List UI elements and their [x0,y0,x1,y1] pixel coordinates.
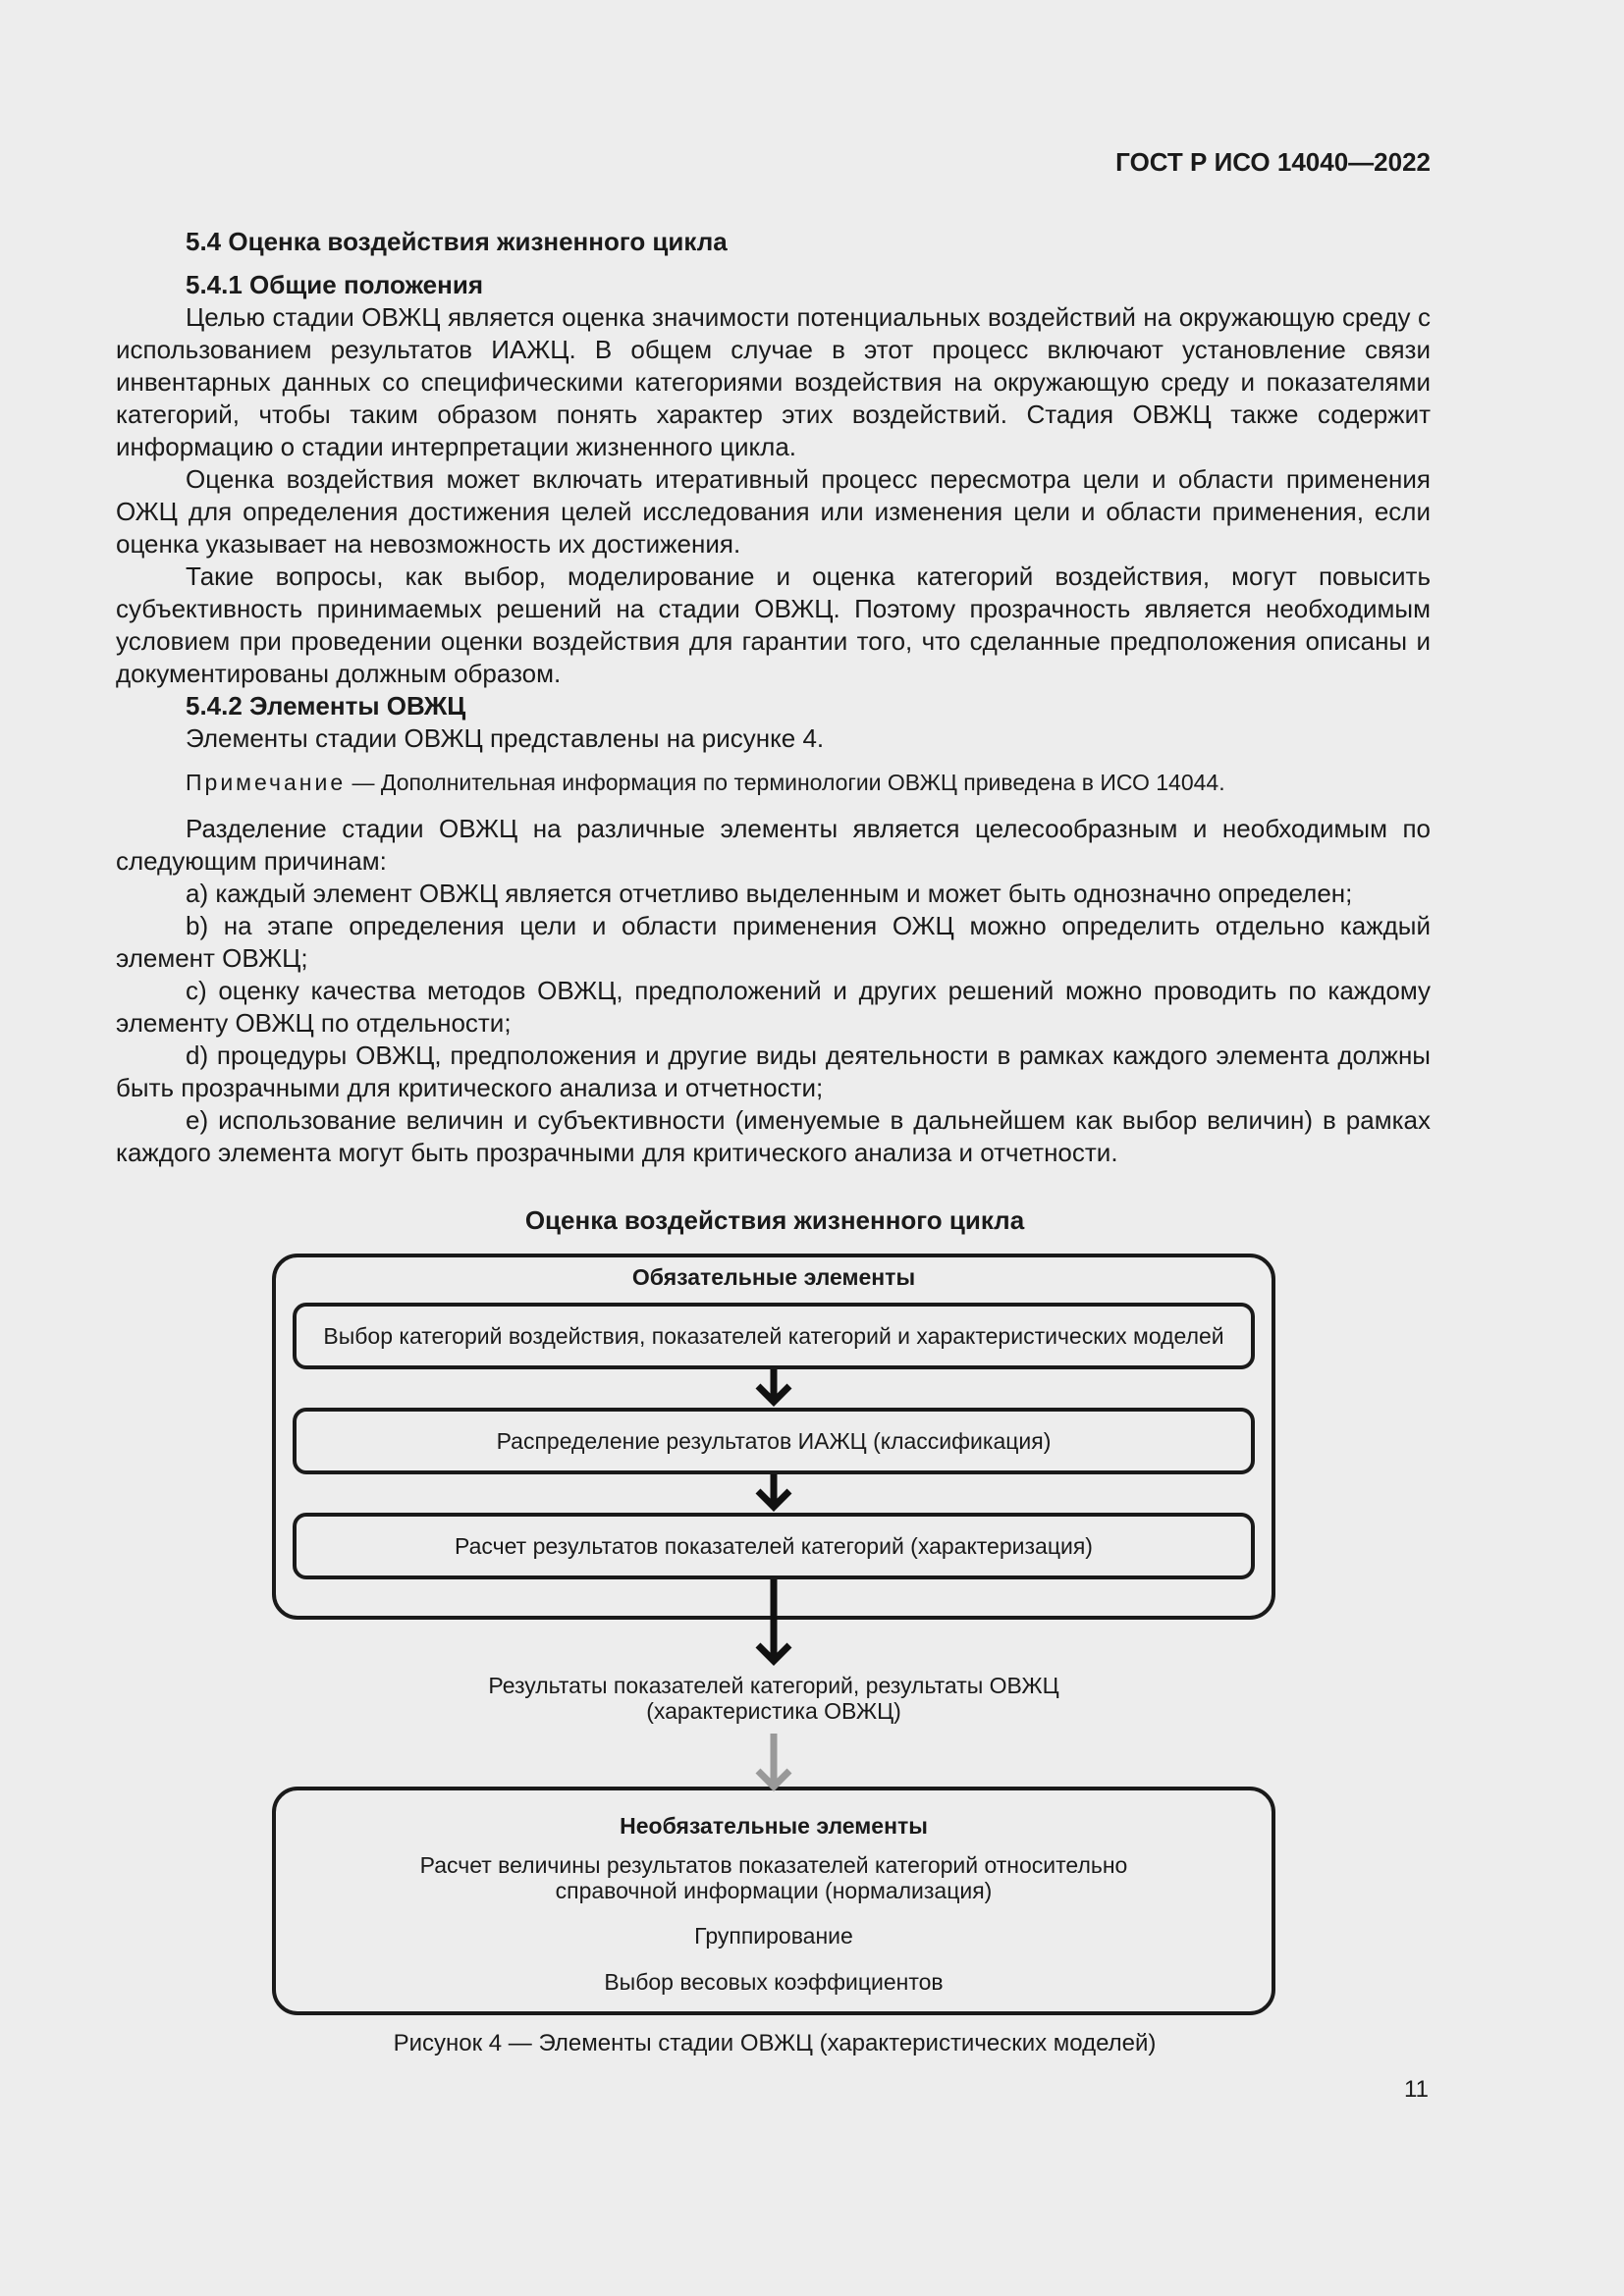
arrow-to-optional [758,1734,789,1787]
paragraph: Элементы стадии ОВЖЦ представлены на рисунке 4. [186,723,825,753]
list-item: d) процедуры ОВЖЦ, предположения и другие виды деятельности в рамках каждого элемента должны быть прозрачными для критического анализа и отчетности; [116,1041,1431,1102]
paragraph: Оценка воздействия может включать итеративный процесс пересмотра цели и области применения ОЖЦ для определения достижения целей исследования или изменения цели и области применения, если оценка указывает на невозможность их достижения. [116,464,1431,559]
note-text: — Дополнительная информация по терминологии ОВЖЦ приведена в ИСО 14044. [346,770,1225,795]
figure-title: Оценка воздействия жизненного цикла [524,1205,1025,1235]
optional-normalization-line1: Расчет величины результатов показателей категорий относительно [419,1852,1128,1878]
optional-grouping: Группирование [694,1923,853,1949]
list-item: a) каждый элемент ОВЖЦ является отчетливо выделенным и может быть однозначно определен; [186,879,1353,908]
step-box-selection: Выбор категорий воздействия, показателей категорий и характеристических моделей [293,1303,1255,1369]
list-item: c) оценку качества методов ОВЖЦ, предположений и других решений можно проводить по каждому элементу ОВЖЦ по отдельности; [116,976,1431,1038]
results-label-line1: Результаты показателей категорий, результаты ОВЖЦ [488,1673,1059,1698]
subsection-title-general: 5.4.1 Общие положения [186,270,483,299]
step-box-characterization: Расчет результатов показателей категорий (характеризация) [293,1513,1255,1579]
list-item: e) использование величин и субъективности (именуемые в дальнейшем как выбор величин) в рамках каждого элемента могут быть прозрачными для критического анализа и отчетности. [116,1105,1431,1167]
note-label: Примечание [186,770,347,795]
figure-caption: Рисунок 4 — Элементы стадии ОВЖЦ (характеристических моделей) [393,2030,1157,2056]
list-item: b) на этапе определения цели и области применения ОЖЦ можно определить отдельно каждый элемент ОВЖЦ; [116,911,1431,973]
paragraph: Разделение стадии ОВЖЦ на различные элементы является целесообразным и необходимым по следующим причинам: [116,814,1431,876]
paragraph: Целью стадии ОВЖЦ является оценка значимости потенциальных воздействий на окружающую среду с использованием результатов ИАЖЦ. В общем случае в этот процесс включают установление связи инвентарных данных со специфическими категориями воздействия на окружающую среду и показателями категорий, чтобы таким образом понять характер этих воздействий. Стадия ОВЖЦ также содержит информацию о стадии интерпретации жизненного цикла. [116,302,1431,461]
optional-title: Необязательные элементы [620,1813,928,1839]
subsection-title-elements: 5.4.2 Элементы ОВЖЦ [186,691,466,721]
optional-normalization-line2: справочной информации (нормализация) [555,1878,993,1903]
arrow-step2-to-step3 [758,1474,789,1507]
page-number: 11 [1404,2076,1429,2103]
arrow-step1-to-step2 [758,1369,789,1402]
arrow-to-results [758,1579,789,1661]
optional-weighting: Выбор весовых коэффициентов [604,1969,944,1995]
step-box-classification: Распределение результатов ИАЖЦ (классификация) [293,1408,1255,1474]
mandatory-title: Обязательные элементы [631,1264,916,1290]
standard-header: ГОСТ Р ИСО 14040—2022 [1115,147,1431,177]
paragraph: Такие вопросы, как выбор, моделирование и оценка категорий воздействия, могут повысить субъективность принимаемых решений на стадии ОВЖЦ. Поэтому прозрачность является необходимым условием при проведении оценки воздействия для гарантии того, что сделанные предположения описаны и документированы должным образом. [116,561,1431,688]
results-label-line2: (характеристика ОВЖЦ) [646,1698,901,1724]
section-title: 5.4 Оценка воздействия жизненного цикла [186,227,728,256]
